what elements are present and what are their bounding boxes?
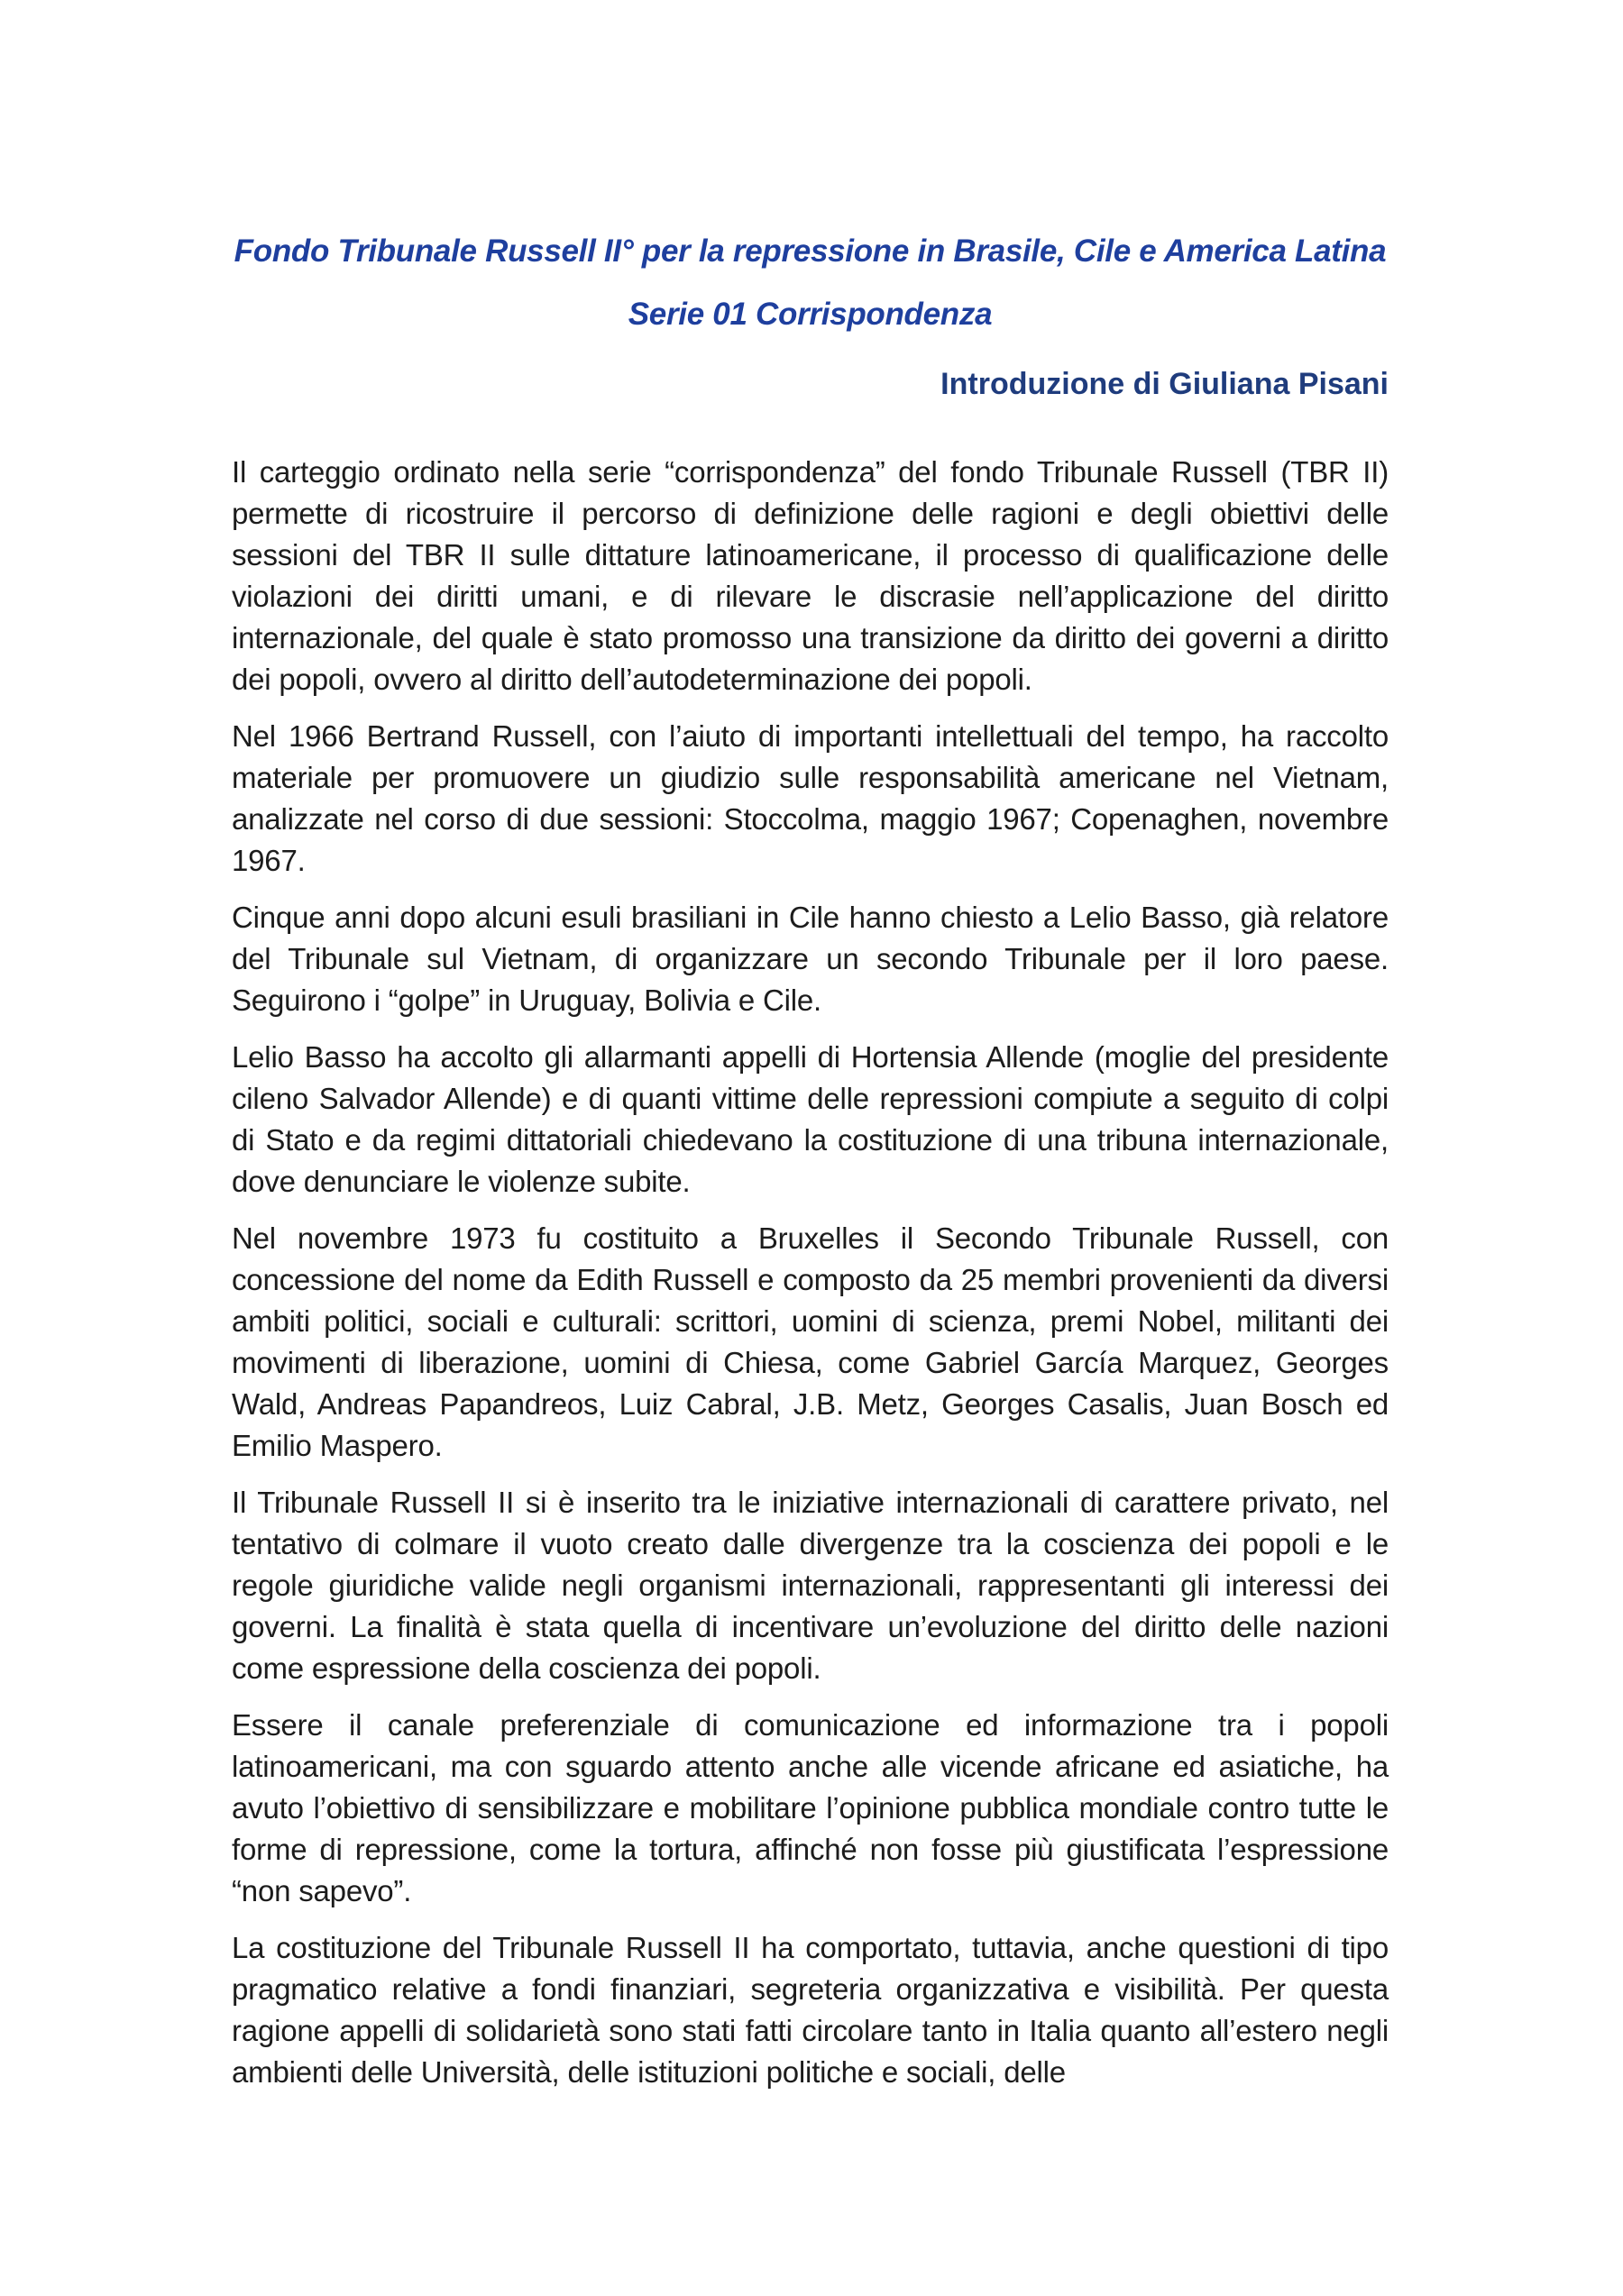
document-body	[232, 452, 1389, 2093]
paragraph-5: Nel novembre 1973 fu costituito a Bruxelles il Secondo Tribunale Russell, con concessione del nome da Edith Russell e composto da 25 membri provenienti da diversi ambiti politici, sociali e culturali: scrittori, uomini di scienza, premi Nobel, militanti dei movimenti di liberazione, uomini di Chiesa, come Gabriel García Marquez, Georges Wald, Andreas Papandreos, Luiz Cabral, J.B. Metz, Georges Casalis, Juan Bosch ed Emilio Maspero.	[232, 1221, 1389, 1462]
paragraph-6: Il Tribunale Russell II si è inserito tra le iniziative internazionali di carattere privato, nel tentativo di colmare il vuoto creato dalle divergenze tra la coscienza dei popoli e le regole giuridiche valide negli organismi internazionali, rappresentanti gli interessi dei governi. La finalità è stata quella di incentivare un’evoluzione del diritto delle nazioni come espressione della coscienza dei popoli.	[232, 1485, 1389, 1685]
document-title: Fondo Tribunale Russell II° per la repressione in Brasile, Cile e America Latina	[234, 233, 1387, 269]
document-byline: Introduzione di Giuliana Pisani	[940, 367, 1389, 401]
paragraph-4: Lelio Basso ha accolto gli allarmanti appelli di Hortensia Allende (moglie del presidente cileno Salvador Allende) e di quanti vittime delle repressioni compiute a seguito di colpi di Stato e da regimi dittatoriali chiedevano la costituzione di una tribuna internazionale, dove denunciare le violenze subite.	[232, 1039, 1389, 1198]
paragraph-3: Cinque anni dopo alcuni esuli brasiliani in Cile hanno chiesto a Lelio Basso, già relatore del Tribunale sul Vietnam, di organizzare un secondo Tribunale per il loro paese. Seguirono i “golpe” in Uruguay, Bolivia e Cile.	[232, 900, 1389, 1017]
document-subtitle: Serie 01 Corrispondenza	[628, 297, 993, 332]
paragraph-2: Nel 1966 Bertrand Russell, con l’aiuto di importanti intellettuali del tempo, ha raccolto materiale per promuovere un giudizio sulle responsabilità americane nel Vietnam, analizzate nel corso di due sessioni: Stoccolma, maggio 1967; Copenaghen, novembre 1967.	[232, 718, 1389, 877]
paragraph-8: La costituzione del Tribunale Russell II ha comportato, tuttavia, anche questioni di tipo pragmatico relative a fondi finanziari, segreteria organizzativa e visibilità. Per questa ragione appelli di solidarietà sono stati fatti circolare tanto in Italia quanto all’estero negli ambienti delle Università, delle istituzioni politiche e sociali, delle	[232, 1930, 1389, 2089]
paragraph-1: Il carteggio ordinato nella serie “corrispondenza” del fondo Tribunale Russell (TBR II) permette di ricostruire il percorso di definizione delle ragioni e degli obiettivi delle sessioni del TBR II sulle dittature latinoamericane, il processo di qualificazione delle violazioni dei diritti umani, e di rilevare le discrasie nell’applicazione del diritto internazionale, del quale è stato promosso una transizione da diritto dei governi a diritto dei popoli, ovvero al diritto dell’autodeterminazione dei popoli.	[232, 454, 1389, 696]
paragraph-7: Essere il canale preferenziale di comunicazione ed informazione tra i popoli latinoamericani, ma con sguardo attento anche alle vicende africane ed asiatiche, ha avuto l’obiettivo di sensibilizzare e mobilitare l’opinione pubblica mondiale contro tutte le forme di repressione, come la tortura, affinché non fosse più giustificata l’espressione “non sapevo”.	[232, 1707, 1389, 1907]
